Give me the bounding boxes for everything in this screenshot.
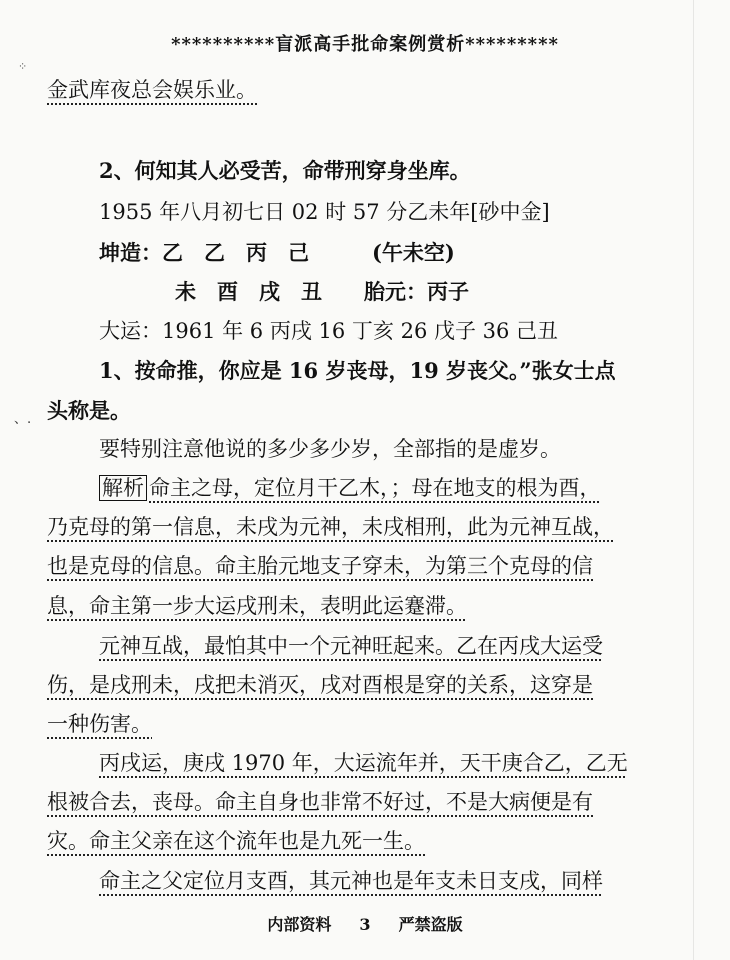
text-line: 元神互战，最怕其中一个元神旺起来。乙在丙戌大运受 bbox=[99, 634, 603, 658]
analysis-label-box: 解析 bbox=[99, 475, 147, 501]
chart-stems: 坤造：乙 乙 丙 己 (午未空) bbox=[99, 240, 455, 265]
section-heading: 2、何知其人必受苦，命带刑穿身坐库。 bbox=[99, 158, 471, 183]
text-line: 伤，是戌刑未，戌把未消灭，戌对酉根是穿的关系，这穿是 bbox=[47, 673, 593, 697]
text-line: 金武库夜总会娱乐业。 bbox=[47, 78, 257, 102]
text-line: 丙戌运，庚戌 1970 年，大运流年并，天干庚合乙，乙无 bbox=[99, 751, 628, 775]
text-line: 一种伤害。 bbox=[47, 712, 152, 736]
footer-warning: 严禁盗版 bbox=[398, 915, 463, 934]
page-footer bbox=[0, 912, 730, 935]
text-line: 头称是。 bbox=[47, 398, 131, 423]
text-line: 息，命主第一步大运戌刑未，表明此运蹇滞。 bbox=[47, 594, 467, 618]
birth-info: 1955 年八月初七日 02 时 57 分乙未年[砂中金] bbox=[99, 200, 550, 224]
luck-cycles: 大运：1961 年 6 丙戌 16 丁亥 26 戊子 36 己丑 bbox=[99, 319, 559, 343]
text-line: 灾。命主父亲在这个流年也是九死一生。 bbox=[47, 829, 425, 853]
text-line: 根被合去，丧母。命主自身也非常不好过，不是大病便是有 bbox=[47, 790, 593, 814]
footer-label: 内部资料 bbox=[267, 915, 332, 934]
text-line: 命主之父定位月支酉，其元神也是年支未日支戌，同样 bbox=[99, 869, 603, 893]
scan-speck: ⁘ bbox=[18, 60, 28, 73]
text-line: 也是克母的信息。命主胎元地支子穿未，为第三个克母的信 bbox=[47, 554, 593, 578]
text-line: 乃克母的第一信息，未戌为元神，未戌相刑，此为元神互战， bbox=[47, 515, 614, 539]
scan-speck: 、. bbox=[14, 412, 32, 427]
text-line: 命主之母，定位月干乙木，；母在地支的根为酉， bbox=[149, 476, 601, 500]
page-number: 3 bbox=[359, 915, 371, 934]
chart-branches: 未 酉 戌 丑 胎元：丙子 bbox=[175, 279, 469, 304]
text-line: 1、按命推，你应是 16 岁丧母，19 岁丧父。”张女士点 bbox=[99, 358, 616, 383]
analysis-paragraph-start bbox=[99, 475, 601, 501]
scan-edge-line bbox=[693, 0, 694, 960]
text-line: 要特别注意他说的多少多少岁，全部指的是虚岁。 bbox=[99, 437, 561, 461]
page-header: **********盲派高手批命案例赏析********* bbox=[171, 34, 559, 55]
